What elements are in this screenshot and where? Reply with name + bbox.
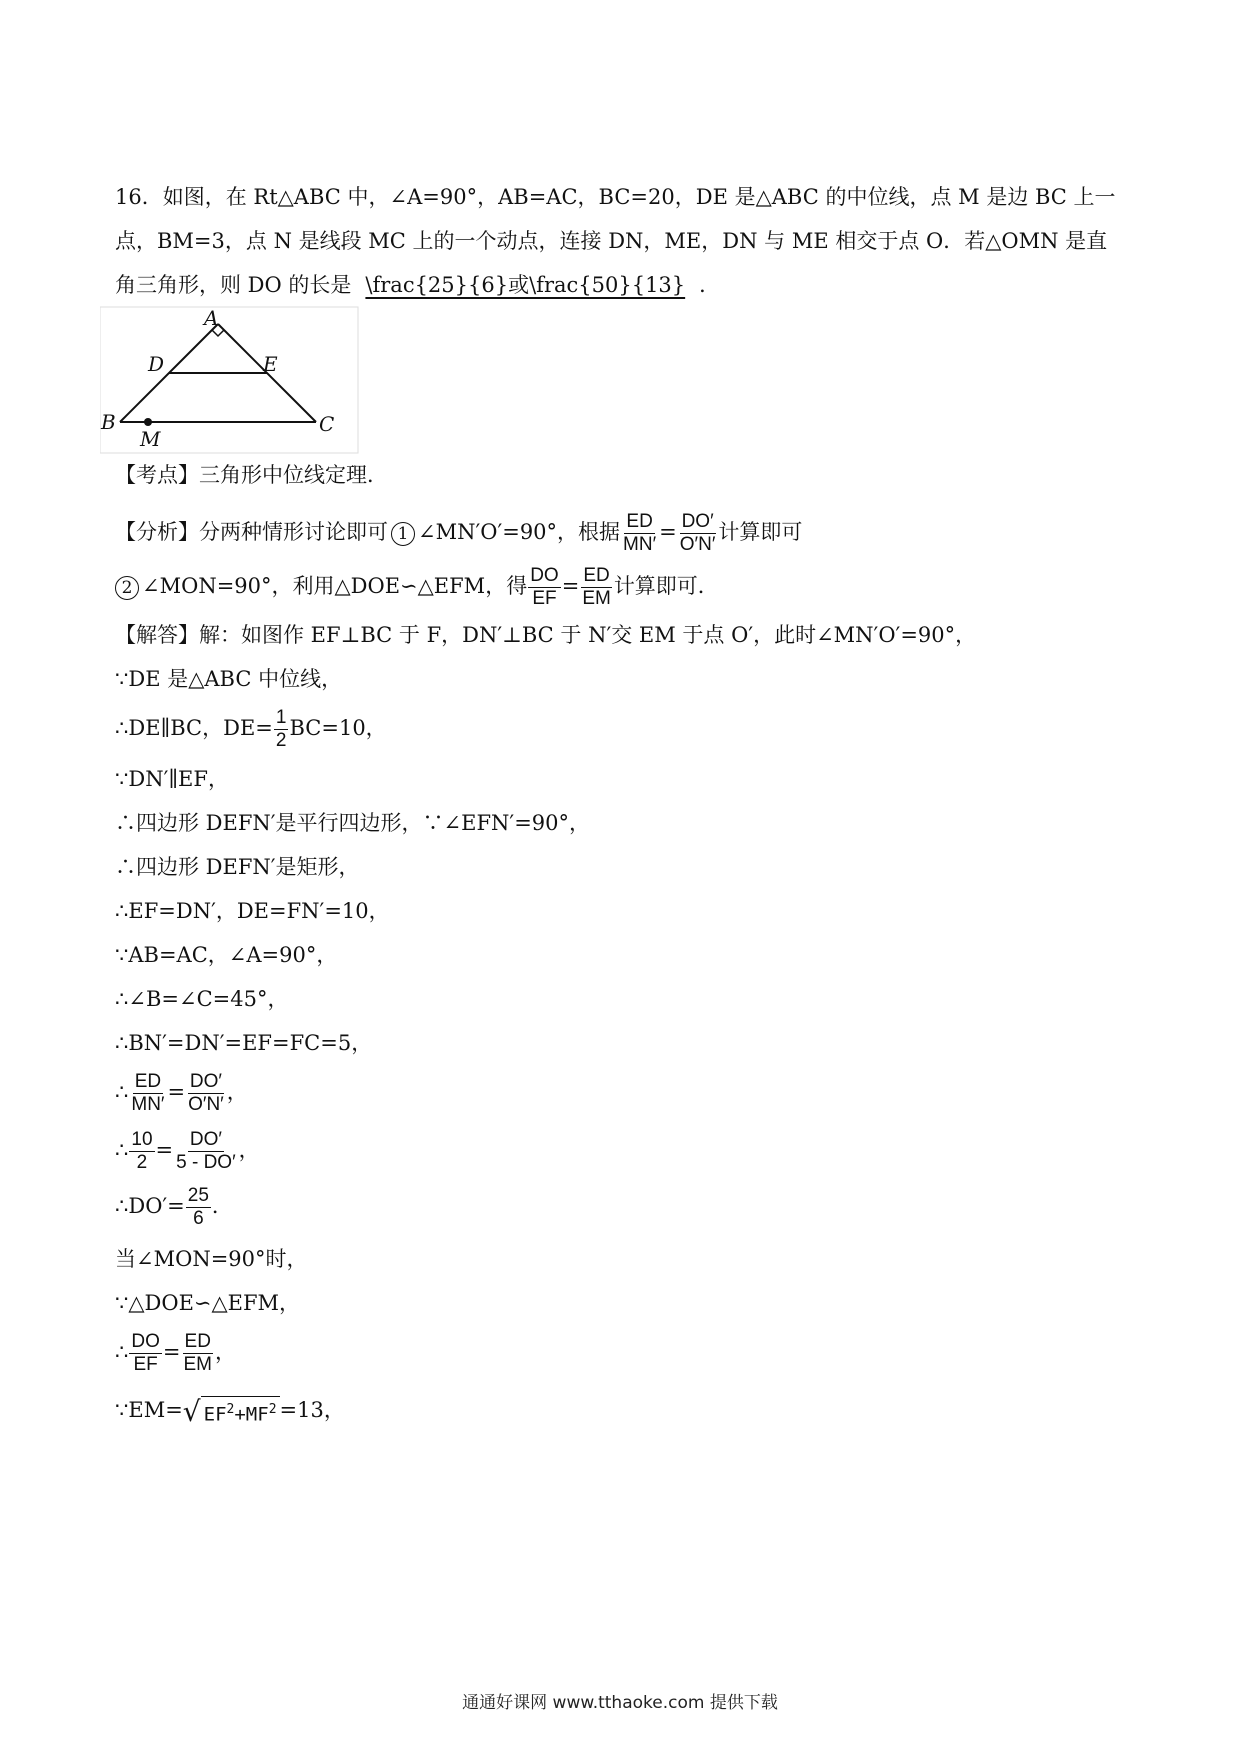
fraction-numerator: 1 — [275, 707, 287, 728]
jieda-line-7: ∴EF=DN′，DE=FN′=10， — [115, 899, 390, 923]
jieda-l13-post: ． — [211, 1194, 233, 1218]
radicand-mf: +MF — [234, 1403, 269, 1426]
equals-sign: = — [162, 1340, 181, 1364]
fraction-ed-em — [181, 1331, 214, 1376]
fraction-denominator: 6 — [193, 1208, 204, 1229]
fraction-numerator: ED — [134, 1071, 162, 1092]
fraction-do-on — [186, 1071, 226, 1116]
exponent: 2 — [268, 1401, 277, 1417]
fraction-denominator: 2 — [275, 730, 287, 751]
label-a: A — [204, 306, 219, 330]
radical-sign: √ — [182, 1395, 201, 1429]
kaodian-tag: 【考点】 — [115, 463, 199, 487]
problem-line-3-suffix: ． — [699, 273, 721, 297]
fraction-ed-mn — [621, 511, 658, 556]
fraction-numerator: 10 — [131, 1129, 153, 1150]
fraction-do-ef — [528, 565, 561, 610]
fraction-numerator: ED — [184, 1331, 211, 1352]
fraction-ed-em — [580, 565, 613, 610]
fraction-do-ef — [129, 1331, 162, 1376]
jieda-l3a: ∴DE∥BC，DE= — [115, 716, 273, 740]
square-root — [183, 1396, 280, 1427]
equals-sign: = — [561, 574, 580, 598]
triangle-figure — [100, 305, 360, 455]
jieda-l16-pre: ∴ — [115, 1340, 129, 1364]
jieda-line-12 — [115, 1124, 260, 1176]
fraction-numerator: 25 — [187, 1185, 209, 1206]
jieda-l16-post: ， — [214, 1340, 236, 1364]
fraction-numerator: DO — [530, 565, 559, 586]
jieda-line-6: ∴四边形 DEFN′是矩形， — [115, 855, 360, 879]
equals-sign: = — [659, 520, 677, 544]
kaodian-line — [115, 460, 388, 490]
jieda-line-5: ∴四边形 DEFN′是平行四边形，∵∠EFN′=90°， — [115, 811, 591, 835]
label-e: E — [263, 352, 278, 376]
jieda-line-13 — [115, 1180, 233, 1232]
label-c: C — [319, 412, 335, 436]
circled-number-1: 1 — [391, 522, 415, 546]
fenxi-p1: 分两种情形讨论即可 — [199, 520, 388, 544]
equals-sign: = — [167, 1080, 186, 1104]
jieda-tag: 【解答】 — [115, 623, 199, 647]
fraction-numerator: ED — [626, 511, 653, 532]
jieda-line-4: ∵DN′∥EF， — [115, 767, 229, 791]
label-b: B — [101, 410, 116, 434]
exponent: 2 — [226, 1401, 235, 1417]
fraction-denominator: 5 - DO′ — [176, 1152, 236, 1173]
fraction-denominator: EM — [183, 1354, 212, 1375]
fraction-numerator: DO′ — [189, 1129, 222, 1150]
fenxi-line-1 — [115, 506, 802, 558]
fenxi-p5: 计算即可． — [613, 574, 719, 598]
radicand-ef: EF — [203, 1403, 227, 1426]
right-angle-mark — [212, 330, 224, 336]
fenxi-line-2 — [115, 560, 719, 612]
page-footer: 通通好课网 www.tthaoke.com 提供下载 — [462, 1693, 778, 1713]
fraction-denominator: EF — [133, 1354, 158, 1375]
jieda-line-3 — [115, 702, 387, 754]
jieda-line-1 — [115, 620, 976, 650]
fraction-do-over-5-minus-do — [174, 1129, 238, 1174]
fraction-numerator: DO′ — [189, 1071, 222, 1092]
jieda-line-15: ∵△DOE∽△EFM， — [115, 1291, 301, 1315]
point-m — [144, 418, 152, 426]
fraction-denominator: MN′ — [623, 534, 657, 555]
jieda-line-8: ∵AB=AC，∠A=90°， — [115, 943, 338, 967]
jieda-l11-post: ， — [226, 1080, 248, 1104]
kaodian-text: 三角形中位线定理． — [199, 463, 388, 487]
problem-line-3-prefix: 角三角形，则 DO 的长是 — [115, 273, 352, 297]
fraction-denominator: EM — [582, 588, 611, 609]
jieda-l3b: BC=10， — [289, 716, 387, 740]
fraction-denominator: O′N′ — [679, 534, 716, 555]
jieda-l13-pre: ∴DO′= — [115, 1194, 185, 1218]
jieda-line-11 — [115, 1066, 248, 1118]
fraction-25-over-6 — [186, 1185, 211, 1230]
fraction-ten-over-two — [129, 1129, 154, 1174]
fenxi-p2: ∠MN′O′=90°，根据 — [418, 520, 621, 544]
jieda-l12-post: ， — [238, 1138, 260, 1162]
fraction-one-half — [274, 707, 289, 752]
jieda-l1: 解：如图作 EF⊥BC 于 F，DN′⊥BC 于 N′交 EM 于点 O′，此时∠MN′O′=90°， — [199, 623, 977, 647]
equals-sign: = — [155, 1138, 174, 1162]
fraction-denominator: 2 — [136, 1152, 148, 1173]
problem-line-2: 点，BM=3，点 N 是线段 MC 上的一个动点，连接 DN，ME，DN 与 ME 相交于点 O．若△OMN 是直 — [115, 229, 1108, 253]
jieda-l17-post: =13， — [279, 1398, 345, 1422]
jieda-line-9: ∴∠B=∠C=45°， — [115, 987, 289, 1011]
fraction-do-on — [678, 511, 718, 556]
label-d: D — [148, 352, 165, 376]
jieda-line-2: ∵DE 是△ABC 中位线， — [115, 667, 343, 691]
jieda-l17-pre: ∵EM= — [115, 1398, 183, 1422]
jieda-line-14: 当∠MON=90°时， — [115, 1247, 308, 1271]
circled-number-2: 2 — [115, 576, 139, 600]
label-m: M — [140, 427, 161, 451]
jieda-line-17 — [115, 1386, 345, 1434]
problem-line-3 — [115, 270, 720, 300]
radicand — [201, 1396, 280, 1427]
jieda-l12-pre: ∴ — [115, 1138, 129, 1162]
fraction-numerator: DO′ — [681, 511, 714, 532]
fraction-numerator: DO — [131, 1331, 160, 1352]
fraction-ed-mn — [129, 1071, 166, 1116]
fraction-denominator: O′N′ — [188, 1094, 224, 1115]
fraction-numerator: ED — [583, 565, 610, 586]
jieda-line-10: ∴BN′=DN′=EF=FC=5， — [115, 1031, 373, 1055]
jieda-line-16 — [115, 1326, 236, 1378]
fraction-denominator: EF — [532, 588, 557, 609]
fraction-denominator: MN′ — [131, 1094, 165, 1115]
problem-line-1: 16．如图，在 Rt△ABC 中，∠A=90°，AB=AC，BC=20，DE 是△ABC 的中位线，点 M 是边 BC 上一 — [115, 185, 1116, 209]
fenxi-p3: 计算即可 — [718, 520, 803, 544]
jieda-l11-pre: ∴ — [115, 1080, 129, 1104]
fenxi-tag: 【分析】 — [115, 520, 199, 544]
fenxi-p4: ∠MON=90°，利用△DOE∽△EFM，得 — [142, 574, 528, 598]
answer-blank: \frac{25}{6}或\frac{50}{13} — [365, 273, 686, 297]
